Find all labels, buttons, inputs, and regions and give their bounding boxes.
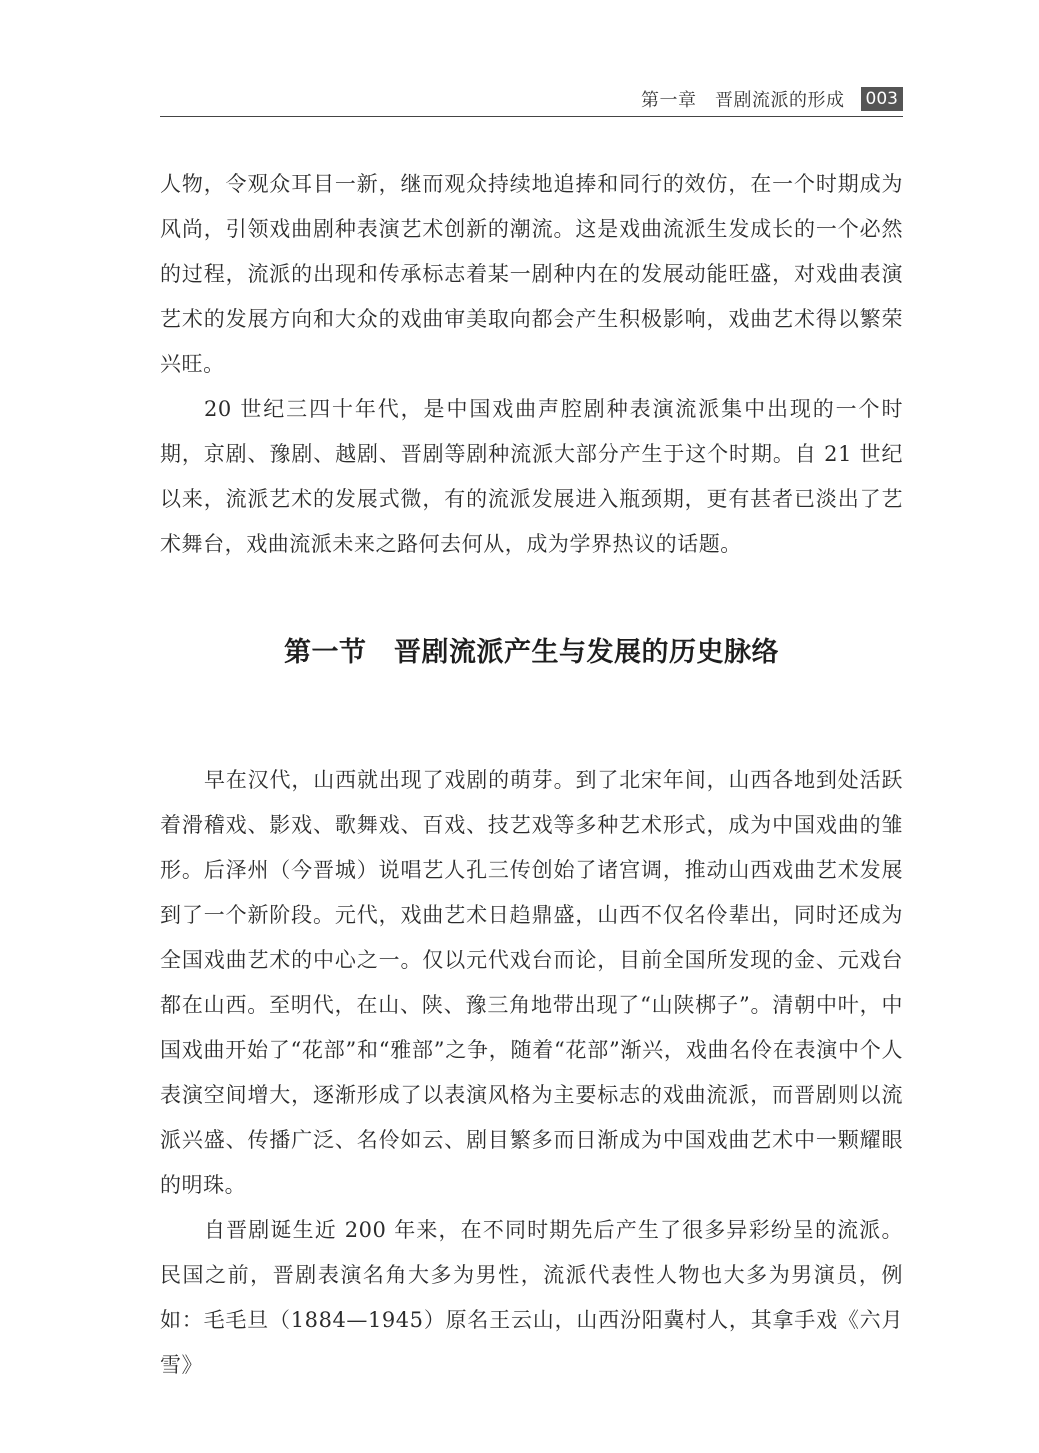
paragraph: 人物，令观众耳目一新，继而观众持续地追捧和同行的效仿，在一个时期成为风尚，引领戏曲剧种表演艺术创新的潮流。这是戏曲流派生发成长的一个必然的过程，流派的出现和传承标志着某一剧种内在的发展动能旺盛，对戏曲表演艺术的发展方向和大众的戏曲审美取向都会产生积极影响，戏曲艺术得以繁荣兴旺。 (160, 172, 903, 376)
chapter-title: 第一章 晋剧流派的形成 (641, 90, 845, 111)
running-header (160, 84, 903, 114)
paragraph: 早在汉代，山西就出现了戏剧的萌芽。到了北宋年间，山西各地到处活跃着滑稽戏、影戏、歌舞戏、百戏、技艺戏等多种艺术形式，成为中国戏曲的雏形。后泽州（今晋城）说唱艺人孔三传创始了诸宫调，推动山西戏曲艺术发展到了一个新阶段。元代，戏曲艺术日趋鼎盛，山西不仅名伶辈出，同时还成为全国戏曲艺术的中心之一。仅以元代戏台而论，目前全国所发现的金、元戏台都在山西。至明代，在山、陕、豫三角地带出现了“山陕梆子”。清朝中叶，中国戏曲开始了“花部”和“雅部”之争，随着“花部”渐兴，戏曲名伶在表演中个人表演空间增大，逐渐形成了以表演风格为主要标志的戏曲流派，而晋剧则以流派兴盛、传播广泛、名伶如云、剧目繁多而日渐成为中国戏曲艺术中一颗耀眼的明珠。 (160, 768, 903, 1197)
body-text-section (160, 758, 903, 1388)
paragraph: 20 世纪三四十年代，是中国戏曲声腔剧种表演流派集中出现的一个时期，京剧、豫剧、越剧、晋剧等剧种流派大部分产生于这个时期。自 21 世纪以来，流派艺术的发展式微，有的流派发展进入瓶颈期，更有甚者已淡出了艺术舞台，戏曲流派未来之路何去何从，成为学界热议的话题。 (160, 397, 903, 556)
paragraph: 自晋剧诞生近 200 年来，在不同时期先后产生了很多异彩纷呈的流派。民国之前，晋剧表演名角大多为男性，流派代表性人物也大多为男演员，例如：毛毛旦（1884—1945）原名王云山，山西汾阳冀村人，其拿手戏《六月雪》 (160, 1218, 903, 1377)
page-number: 003 (861, 87, 903, 111)
section-heading: 第一节 晋剧流派产生与发展的历史脉络 (284, 637, 779, 668)
header-divider (160, 116, 903, 117)
body-text-top (160, 162, 903, 567)
